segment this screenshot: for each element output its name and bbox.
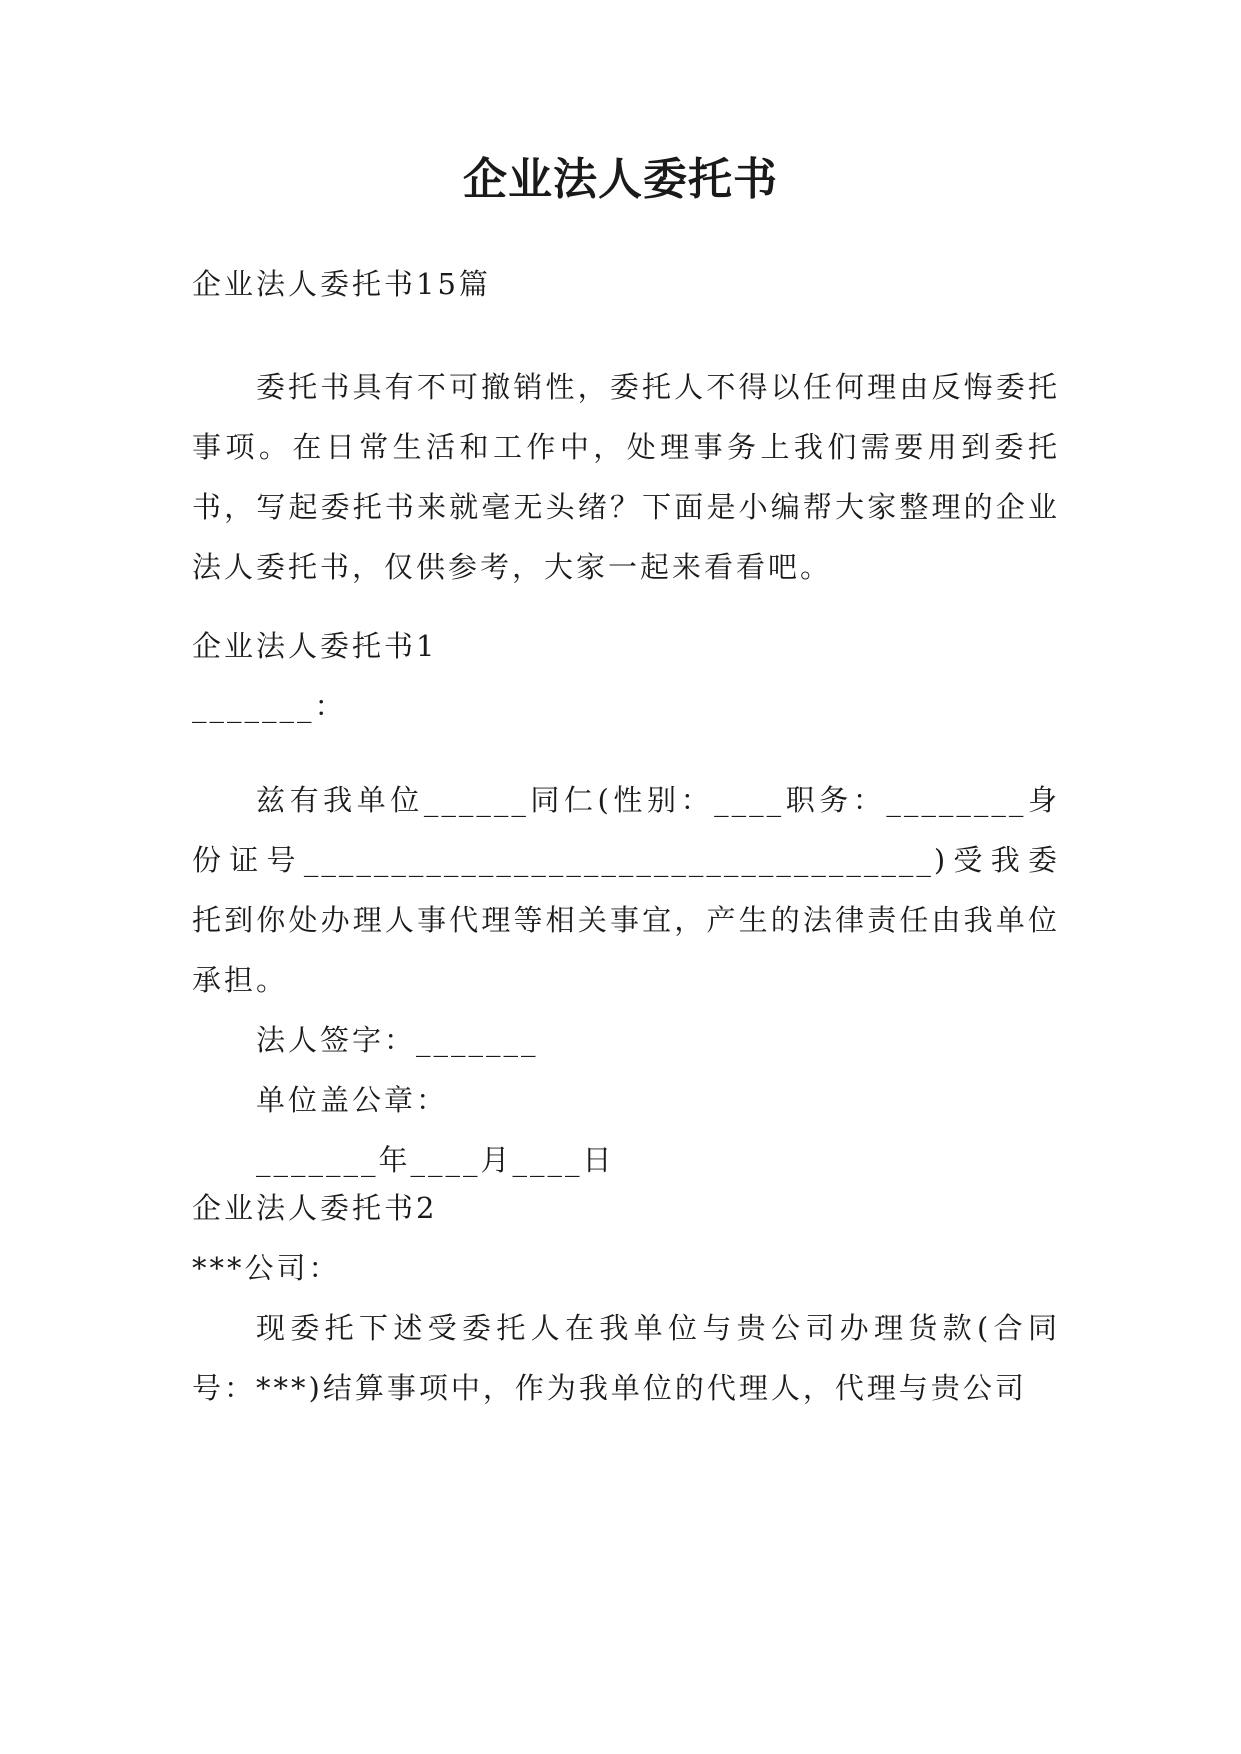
section-1-date: _______年____月____日 — [256, 1143, 615, 1177]
intro-section — [192, 357, 1060, 597]
document-title: 企业法人委托书 — [463, 154, 778, 205]
section-1 — [192, 616, 1060, 736]
section-1-body: 兹有我单位______同仁(性别：____职务：________身份证号____________________________________)受我委托到你处办理人事代理等相关事宜，产生的法律责任由我单位承担。 — [192, 783, 1060, 997]
section-1-signature: 法人签字：_______ — [256, 1023, 539, 1057]
document-body — [192, 254, 1060, 314]
section-1-content — [192, 770, 1060, 1190]
section-2-heading: 企业法人委托书2 — [192, 1191, 438, 1225]
section-2 — [192, 1178, 1060, 1418]
section-1-seal: 单位盖公章： — [256, 1083, 449, 1117]
intro-paragraph: 委托书具有不可撤销性，委托人不得以任何理由反悔委托事项。在日常生活和工作中，处理事务上我们需要用到委托书，写起委托书来就毫无头绪？下面是小编帮大家整理的企业法人委托书，仅供参考，大家一起来看看吧。 — [192, 370, 1060, 584]
section-2-addressee: ***公司： — [192, 1251, 341, 1285]
document-subtitle: 企业法人委托书15篇 — [192, 267, 491, 301]
section-2-body: 现委托下述受委托人在我单位与贵公司办理货款(合同号：***)结算事项中，作为我单位的代理人，代理与贵公司 — [192, 1311, 1060, 1405]
section-1-addressee: _______： — [192, 689, 347, 723]
section-1-heading: 企业法人委托书1 — [192, 629, 438, 663]
